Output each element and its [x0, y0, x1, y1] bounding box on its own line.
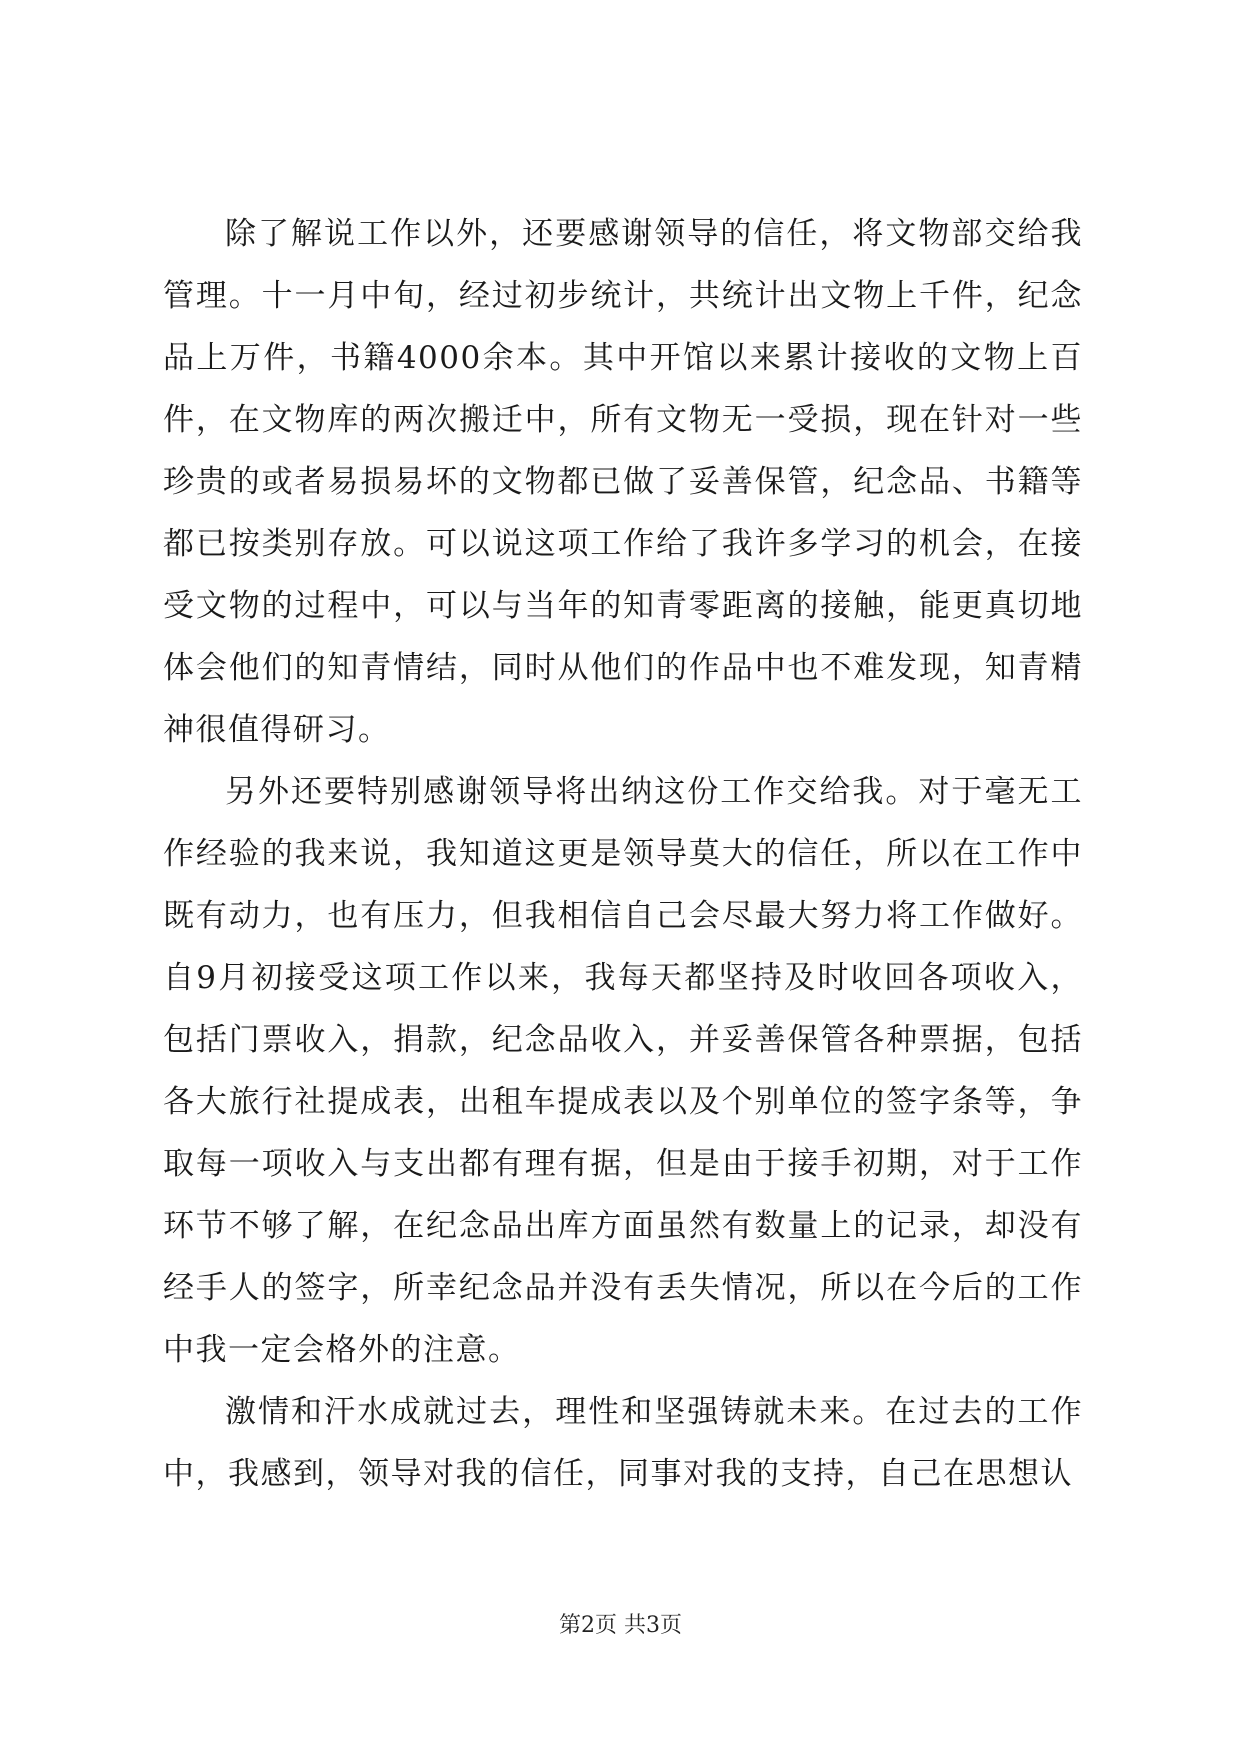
document-body [163, 203, 1083, 1505]
paragraph-2: 另外还要特别感谢领导将出纳这份工作交给我。对于毫无工作经验的我来说，我知道这更是领导莫大的信任，所以在工作中既有动力，也有压力，但我相信自己会尽最大努力将工作做好。自9月初接受这项工作以来，我每天都坚持及时收回各项收入，包括门票收入，捐款，纪念品收入，并妥善保管各种票据，包括各大旅行社提成表，出租车提成表以及个别单位的签字条等，争取每一项收入与支出都有理有据，但是由于接手初期，对于工作环节不够了解，在纪念品出库方面虽然有数量上的记录，却没有经手人的签字，所幸纪念品并没有丢失情况，所以在今后的工作中我一定会格外的注意。 [163, 774, 1083, 1368]
page-number-label: 第2页 共3页 [559, 1613, 682, 1638]
paragraph-1: 除了解说工作以外，还要感谢领导的信任，将文物部交给我管理。十一月中旬，经过初步统计，共统计出文物上千件，纪念品上万件，书籍4000余本。其中开馆以来累计接收的文物上百件，在文物库的两次搬迁中，所有文物无一受损，现在针对一些珍贵的或者易损易坏的文物都已做了妥善保管，纪念品、书籍等都已按类别存放。可以说这项工作给了我许多学习的机会，在接受文物的过程中，可以与当年的知青零距离的接触，能更真切地体会他们的知青情结，同时从他们的作品中也不难发现，知青精神很值得研习。 [163, 216, 1083, 748]
page-footer [0, 1610, 1241, 1642]
paragraph-3: 激情和汗水成就过去，理性和坚强铸就未来。在过去的工作中，我感到，领导对我的信任，同事对我的支持，自己在思想认 [163, 1394, 1083, 1492]
